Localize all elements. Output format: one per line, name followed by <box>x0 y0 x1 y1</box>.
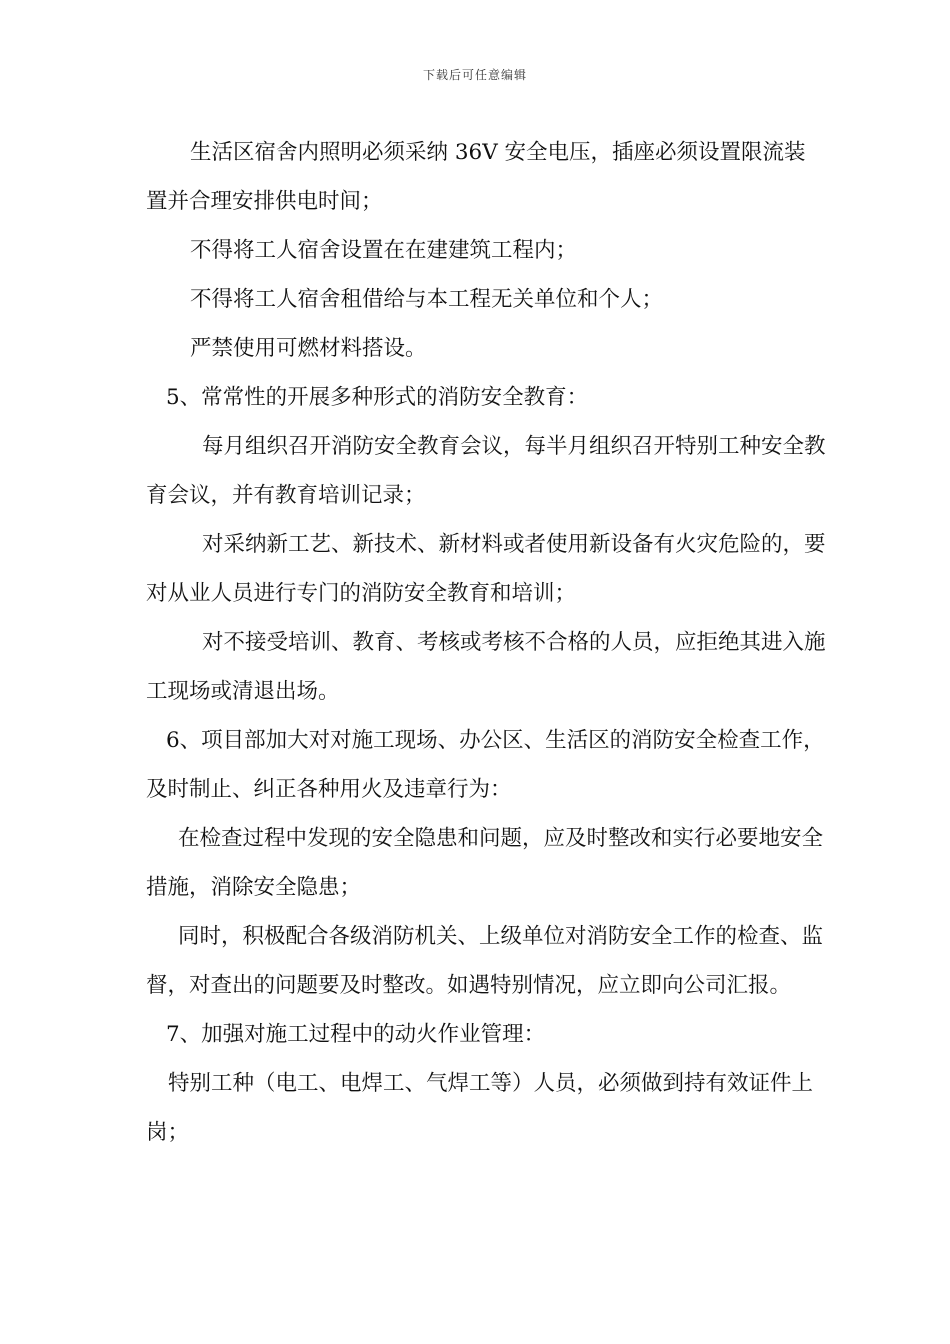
paragraph-hazard-rectification: 在检查过程中发现的安全隐患和问题，应及时整改和实行必要地安全措施，消除安全隐患； <box>146 826 824 900</box>
paragraph-no-flammable-materials: 严禁使用可燃材料搭设。 <box>190 336 427 361</box>
paragraph-refuse-untrained: 对不接受培训、教育、考核或考核不合格的人员，应拒绝其进入施工现场或清退出场。 <box>146 630 826 704</box>
section-heading-7: 7、加强对施工过程中的动火作业管理： <box>166 1022 546 1047</box>
paragraph-new-technology-training: 对采纳新工艺、新技术、新材料或者使用新设备有火灾危险的，要对从业人员进行专门的消防安全教育和培训； <box>146 532 826 606</box>
document-body <box>146 128 826 1157</box>
page-header: 下载后可任意编辑 <box>422 68 527 82</box>
paragraph-no-dormitory-lease: 不得将工人宿舍租借给与本工程无关单位和个人； <box>190 287 664 312</box>
paragraph-no-dormitory-in-building: 不得将工人宿舍设置在在建建筑工程内； <box>190 238 578 263</box>
paragraph-cooperate-inspection: 同时，积极配合各级消防机关、上级单位对消防安全工作的检查、监督，对查出的问题要及时整改。如遇特别情况，应立即向公司汇报。 <box>146 924 824 998</box>
paragraph-monthly-meetings: 每月组织召开消防安全教育会议，每半月组织召开特别工种安全教育会议，并有教育培训记录； <box>146 434 826 508</box>
section-heading-5: 5、常常性的开展多种形式的消防安全教育： <box>166 385 589 410</box>
section-heading-6: 6、项目部加大对对施工现场、办公区、生活区的消防安全检查工作，及时制止、纠正各种用火及违章行为： <box>146 728 825 802</box>
paragraph-dormitory-lighting: 生活区宿舍内照明必须采纳 36V 安全电压，插座必须设置限流装置并合理安排供电时间； <box>146 140 806 214</box>
paragraph-special-workers-certified: 特别工种（电工、电焊工、气焊工等）人员，必须做到持有效证件上岗； <box>146 1071 814 1145</box>
